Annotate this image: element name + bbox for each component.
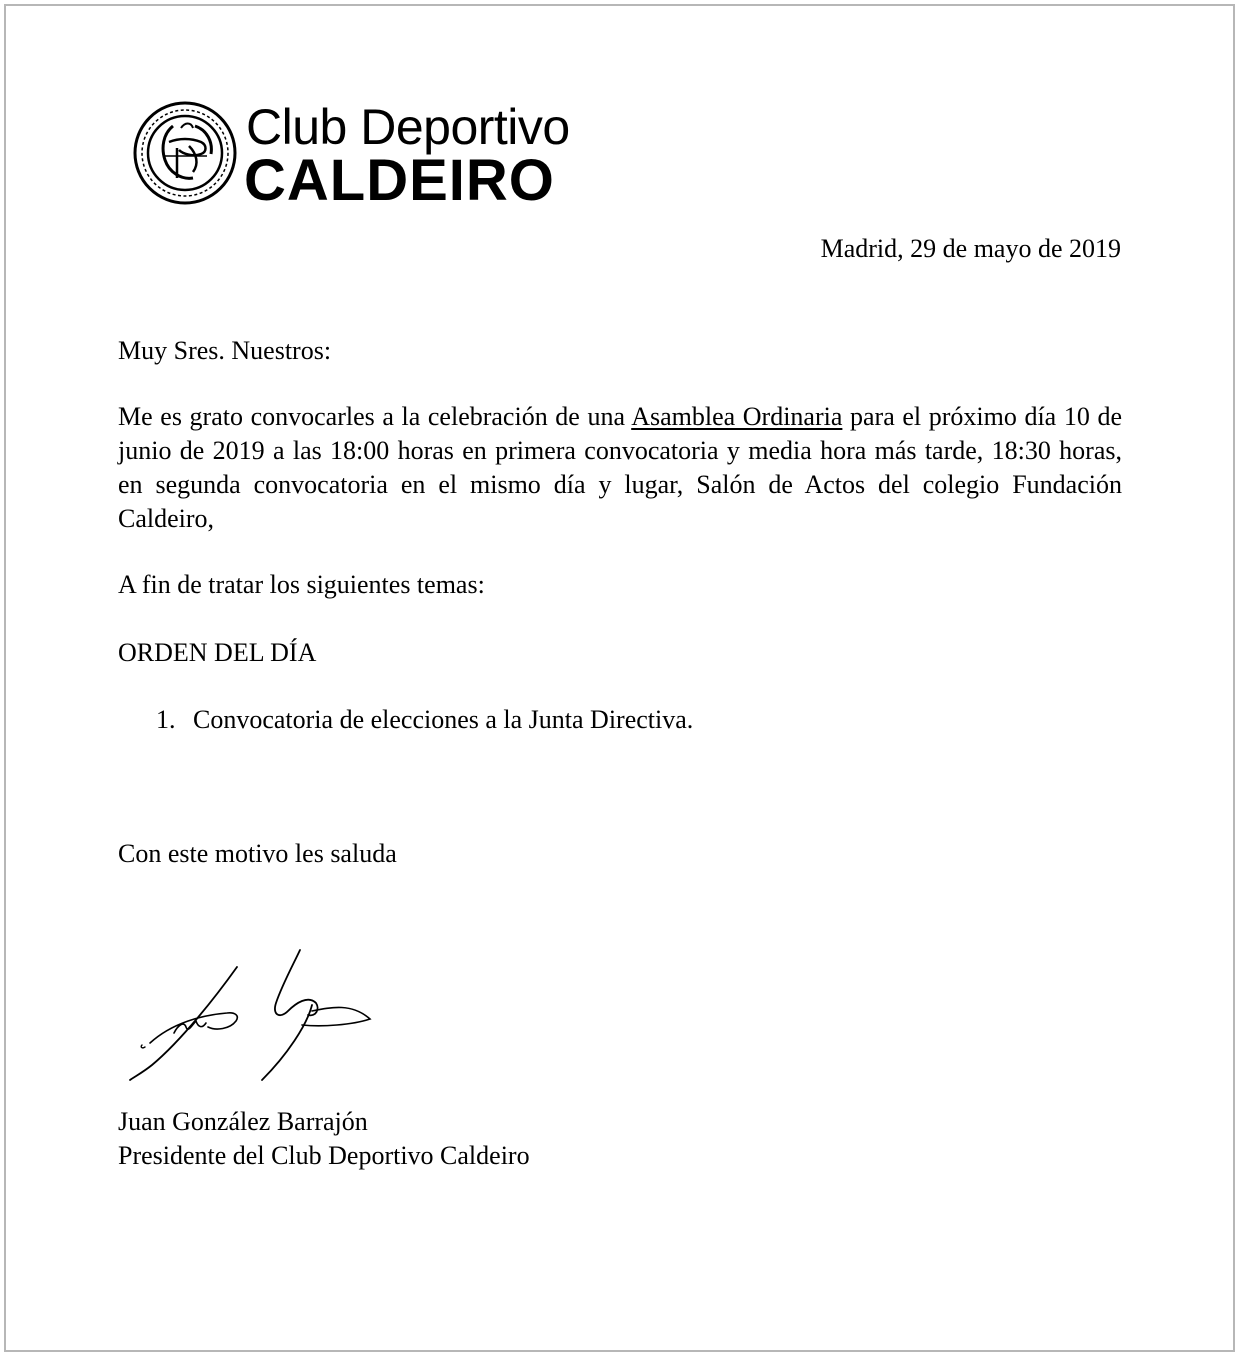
- signer-role: Presidente del Club Deportivo Caldeiro: [118, 1141, 530, 1170]
- signer-name: Juan González Barrajón: [118, 1107, 368, 1136]
- body-paragraph: [118, 400, 1122, 536]
- agenda-item-number: 1.: [156, 705, 176, 734]
- agenda-item: [156, 703, 693, 737]
- assembly-type: Asamblea Ordinaria: [631, 402, 843, 431]
- greeting: Muy Sres. Nuestros:: [118, 336, 332, 365]
- closing-line: Con este motivo les saluda: [118, 839, 397, 868]
- agenda-item-text: Convocatoria de elecciones a la Junta Directiva.: [193, 705, 694, 734]
- date-line: Madrid, 29 de mayo de 2019: [820, 234, 1121, 263]
- club-name-line2: CALDEIRO: [244, 148, 555, 213]
- club-crest-icon: [133, 98, 243, 208]
- body-text-part1: Me es grato convocarles a la celebración de una: [118, 402, 632, 431]
- agenda-intro: A fin de tratar los siguientes temas:: [118, 570, 485, 599]
- body-text-part2: para el próximo día 10 de junio de 2019 a las 18:00 horas en primera convocatoria y media hora más tarde, 18:30 horas, en segunda convocatoria en el mismo día y lugar, Salón de Actos del colegio Fundación Caldeiro,: [118, 402, 1122, 533]
- handwritten-signature: [112, 945, 382, 1090]
- club-name-line1: Club Deportivo: [246, 99, 570, 155]
- agenda-title: ORDEN DEL DÍA: [118, 638, 317, 667]
- club-logo: [133, 98, 593, 213]
